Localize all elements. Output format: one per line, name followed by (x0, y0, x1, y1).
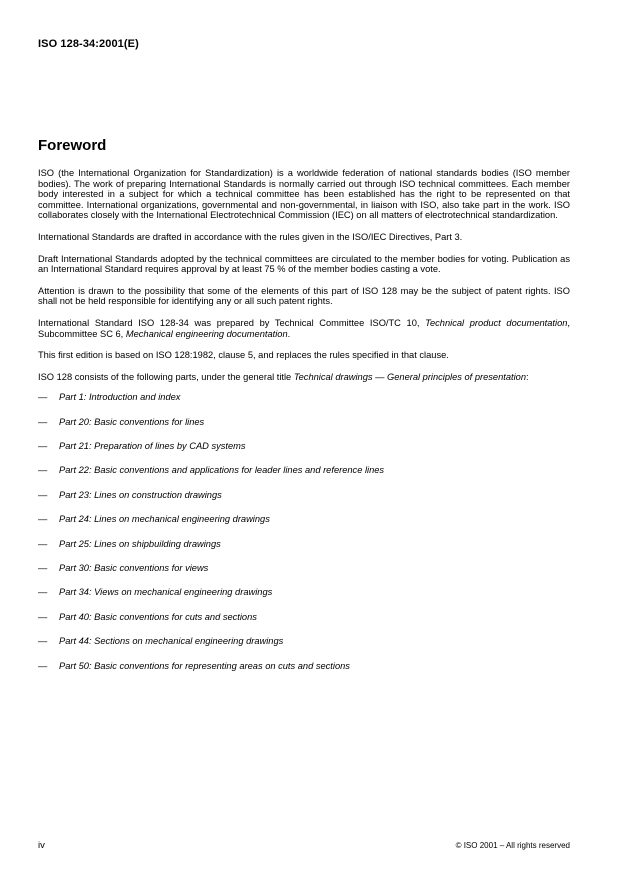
part-title: Part 44: Sections on mechanical engineering drawings (59, 636, 284, 647)
list-dash: — (38, 563, 48, 574)
page-number: iv (38, 840, 45, 851)
list-item (38, 563, 570, 587)
parts-intro-end: : (526, 371, 529, 382)
list-dash: — (38, 538, 48, 549)
paragraph-patent-rights: Attention is drawn to the possibility that some of the elements of this part of ISO 128 may be the subject of patent rights. ISO shall not be held responsible for identifying any or all such patent rights. (38, 285, 570, 307)
part-title: Part 30: Basic conventions for views (59, 563, 209, 574)
paragraph-parts-intro (38, 372, 570, 383)
part-title: Part 23: Lines on construction drawings (59, 489, 222, 500)
part-title: Part 20: Basic conventions for lines (59, 416, 205, 427)
part-title: Part 50: Basic conventions for representing areas on cuts and sections (59, 660, 350, 671)
parts-intro-text: ISO 128 consists of the following parts, under the general title (38, 371, 294, 382)
paragraph-voting: Draft International Standards adopted by the technical committees are circulated to the member bodies for voting. Publication as an International Standard requires approval by at least 75 % of the member bodies casting a vote. (38, 253, 570, 275)
list-item (38, 392, 570, 416)
list-dash: — (38, 392, 48, 403)
subcommittee-name: Mechanical engineering documentation (125, 328, 288, 339)
list-dash: — (38, 489, 48, 500)
paragraph-edition: This first edition is based on ISO 128:1982, clause 5, and replaces the rules specified in that clause. (38, 350, 449, 361)
list-dash: — (38, 416, 48, 427)
list-dash: — (38, 465, 48, 476)
list-item (38, 441, 570, 465)
part-title: Part 21: Preparation of lines by CAD systems (59, 441, 246, 452)
part-title: Part 1: Introduction and index (59, 392, 181, 403)
list-item (38, 661, 570, 685)
part-title: Part 34: Views on mechanical engineering drawings (59, 587, 273, 598)
prepared-by-text: International Standard ISO 128-34 was prepared by Technical Committee ISO/TC 10, (38, 317, 426, 328)
foreword-body (38, 168, 570, 685)
part-title: Part 24: Lines on mechanical engineering drawings (59, 514, 270, 525)
list-item (38, 636, 570, 660)
list-dash: — (38, 441, 48, 452)
list-dash: — (38, 611, 48, 622)
list-item (38, 514, 570, 538)
list-dash: — (38, 636, 48, 647)
list-item (38, 539, 570, 563)
page-title: Foreword (38, 137, 107, 154)
paragraph-iso-intro: ISO (the International Organization for Standardization) is a worldwide federation of national standards bodies (ISO member bodies). The work of preparing International Standards is normally carried out through ISO technical committees. Each member body interested in a subject for which a technical committee has been established has the right to be represented on that committee. International organizations, governmental and non-governmental, in liaison with ISO, also take part in the work. ISO collaborates closely with the International Electrotechnical Commission (IEC) on all matters of electrotechnical standardization. (38, 168, 570, 221)
document-code: ISO 128-34:2001(E) (38, 38, 139, 50)
paragraph-prepared-by (38, 318, 570, 339)
committee-name: Technical product documentation (425, 317, 568, 328)
list-item (38, 490, 570, 514)
parts-list (38, 392, 570, 685)
list-dash: — (38, 660, 48, 671)
subcommittee-text: , Subcommittee SC 6, (38, 317, 571, 339)
prepared-by-end: . (287, 328, 291, 339)
copyright-notice: © ISO 2001 – All rights reserved (455, 841, 570, 850)
paragraph-drafting-rules: International Standards are drafted in accordance with the rules given in the ISO/IEC Directives, Part 3. (38, 231, 463, 242)
list-item (38, 612, 570, 636)
list-dash: — (38, 587, 48, 598)
list-item (38, 417, 570, 441)
part-title: Part 40: Basic conventions for cuts and sections (59, 611, 257, 622)
general-title: Technical drawings — General principles of presentation (293, 371, 527, 382)
list-item (38, 587, 570, 611)
list-dash: — (38, 514, 48, 525)
part-title: Part 25: Lines on shipbuilding drawings (59, 538, 221, 549)
list-item (38, 465, 570, 489)
part-title: Part 22: Basic conventions and applications for leader lines and reference lines (59, 465, 385, 476)
